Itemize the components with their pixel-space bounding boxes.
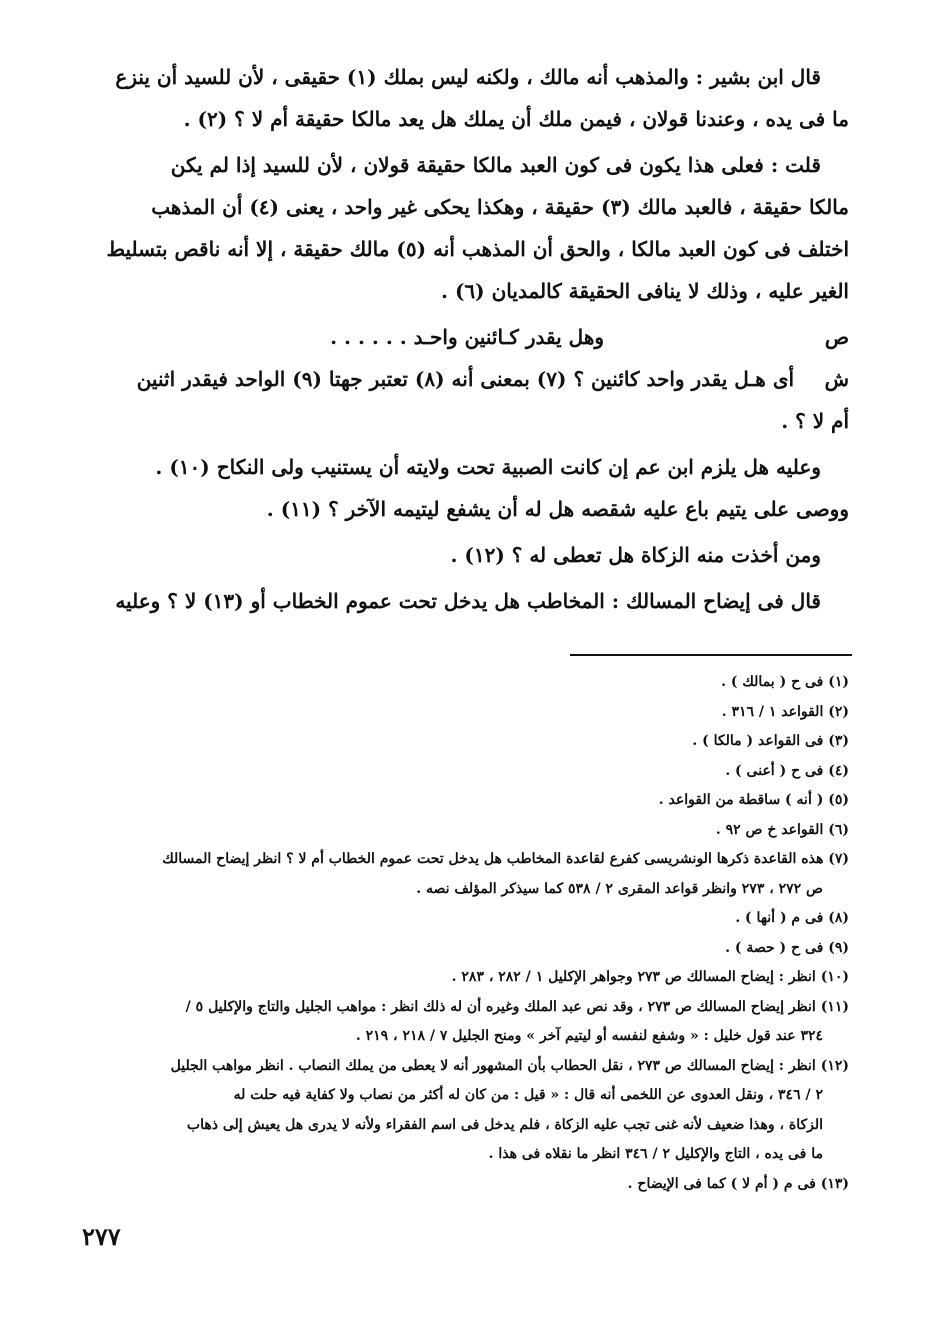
footnote — [79, 1170, 849, 1200]
footnote-number: (٩) — [828, 939, 849, 956]
footnote-text: انظر : إيضاح المسالك ص ٢٧٣ وجواهر الإكليل ١ / ٢٨٢ ، ٢٨٣ . — [451, 969, 816, 985]
footnote-text: فى ح ( حصة ) . — [725, 939, 824, 956]
main-text — [79, 56, 849, 626]
text-line: اختلف فى كون العبد مالكا ، والحق أن المذهب أنه (٥) مالك حقيقة ، إلا أنه ناقص بتسليط — [106, 237, 849, 261]
footnote-number: (١٢) — [820, 1057, 849, 1074]
footnotes — [79, 668, 849, 1199]
text-line: أم لا ؟ . — [781, 409, 849, 433]
footnote-number: (١١) — [820, 998, 849, 1015]
footnote-number: (١) — [828, 674, 849, 690]
footnote — [79, 816, 849, 846]
footnote-text: ( أنه ) ساقطة من القواعد . — [658, 792, 824, 808]
text-line: الغير عليه ، وذلك لا ينافى الحقيقة كالمديان (٦) . — [441, 279, 849, 303]
footnote — [79, 963, 849, 993]
footnote-text: القواعد ١ / ٣١٦ . — [721, 703, 824, 720]
footnote-number: (٦) — [828, 821, 849, 838]
footnote-number: (٧) — [828, 851, 849, 867]
footnote-number: (٤) — [828, 762, 849, 779]
footnote — [79, 757, 849, 787]
footnote-text: فى م ( أنها ) . — [735, 910, 824, 926]
paragraph — [79, 534, 849, 576]
footnote-text: انظر إيضاح المسالك ص ٢٧٣ ، وقد نص عبد الملك وغيره أن له ذلك انظر : مواهب الجليل والتاج والإكليل ٥ / — [185, 998, 816, 1015]
paragraph — [79, 56, 849, 140]
verse-tag: ص — [824, 325, 849, 349]
footnote-continuation: ما فى يده ، التاج والإكليل ٢ / ٣٤٦ انظر ما نقلاه فى هذا . — [488, 1146, 823, 1162]
footnote — [79, 698, 849, 728]
footnote-number: (٥) — [828, 792, 849, 808]
sharh-line — [79, 358, 849, 400]
verse-line — [79, 316, 849, 358]
paragraph — [79, 144, 849, 312]
text-line: مالكا حقيقة ، فالعبد مالك (٣) حقيقة ، وهكذا يحكى غير واحد ، يعنى (٤) أن المذهب — [151, 195, 849, 219]
footnote-separator — [570, 654, 852, 656]
footnote-text: فى م ( أم لا ) كما فى الإيضاح . — [627, 1175, 816, 1192]
footnote-continuation: الزكاة ، وهذا ضعيف لأنه غنى تجب عليه الزكاة ، فلم يدخل فى اسم الفقراء ولأنه لا يدرى هل يعيش إلى ذهاب — [186, 1116, 823, 1133]
text-line: قال ابن بشير : والمذهب أنه مالك ، ولكنه ليس بملك (١) حقيقى ، لأن للسيد أن ينزع — [115, 65, 821, 89]
text-line: قلت : فعلى هذا يكون فى كون العبد مالكا حقيقة قولان ، لأن للسيد إذا لم يكن — [170, 153, 821, 177]
text-line: ووصى على يتيم باع عليه شقصه هل له أن يشفع ليتيمه الآخر ؟ (١١) . — [266, 497, 849, 521]
paragraph — [79, 580, 849, 622]
sharh-block — [79, 358, 849, 442]
footnote-number: (٣) — [828, 733, 849, 749]
sharh-tag: ش — [824, 367, 849, 391]
text-line: قال فى إيضاح المسالك : المخاطب هل يدخل تحت عموم الخطاب أو (١٣) لا ؟ وعليه — [115, 589, 821, 613]
footnote — [79, 904, 849, 934]
footnote — [79, 668, 849, 698]
footnote-continuation: ص ٢٧٢ ، ٢٧٣ وانظر قواعد المقرى ٢ / ٥٣٨ كما سيذكر المؤلف نصه . — [416, 880, 823, 897]
footnote-number: (٢) — [828, 703, 849, 720]
footnote-text: هذه القاعدة ذكرها الونشريسى كفرع لقاعدة المخاطب هل يدخل تحت عموم الخطاب أم لا ؟ انظر إيضاح المسالك — [162, 851, 824, 867]
verse-text: وهل يقدر كـائنين واحـد . . . . . . — [330, 325, 605, 349]
footnote-number: (١٣) — [820, 1175, 849, 1192]
footnote-text: انظر : إيضاح المسالك ص ٢٧٣ ، نقل الحطاب بأن المشهور أنه لا يعطى من يملك النصاب . انظر مواهب الجليل — [170, 1057, 816, 1074]
footnote — [79, 845, 849, 875]
paragraph — [79, 446, 849, 530]
footnote-text: فى ح ( بمالك ) . — [721, 674, 824, 690]
footnote — [79, 993, 849, 1023]
footnote — [79, 786, 849, 816]
text-line: ما فى يده ، وعندنا قولان ، فيمن ملك أن يملك هل يعد مالكا حقيقة أم لا ؟ (٢) . — [183, 107, 849, 131]
footnote-number: (٨) — [828, 910, 849, 926]
footnote-continuation: ٢ / ٣٤٦ ، ونقل العدوى عن اللخمى أنه قال : « قيل : من كان له أكثر من نصاب ولا كفاية فيه حلت له — [233, 1087, 823, 1103]
footnote-text: القواعد خ ص ٩٢ . — [715, 821, 824, 838]
footnote-text: فى ح ( أعنى ) . — [725, 762, 824, 779]
footnote — [79, 934, 849, 964]
footnote — [79, 1052, 849, 1082]
page-number: ٢٧٧ — [82, 1222, 121, 1251]
text-line: أى هـل يقدر واحد كائنين ؟ (٧) بمعنى أنه (٨) تعتبر جهتا (٩) الواحد فيقدر اثنين — [136, 367, 795, 391]
footnote-text: فى القواعد ( مالكا ) . — [692, 733, 824, 749]
text-line: ومن أخذت منه الزكاة هل تعطى له ؟ (١٢) . — [450, 543, 821, 567]
footnote-number: (١٠) — [820, 969, 849, 985]
text-line: وعليه هل يلزم ابن عم إن كانت الصبية تحت ولايته أن يستنيب ولى النكاح (١٠) . — [155, 455, 821, 479]
footnote-continuation: ٣٢٤ عند قول خليل : « وشفع لنفسه أو ليتيم آخر » ومنح الجليل ٧ / ٢١٨ ، ٢١٩ . — [355, 1028, 823, 1044]
footnote — [79, 727, 849, 757]
